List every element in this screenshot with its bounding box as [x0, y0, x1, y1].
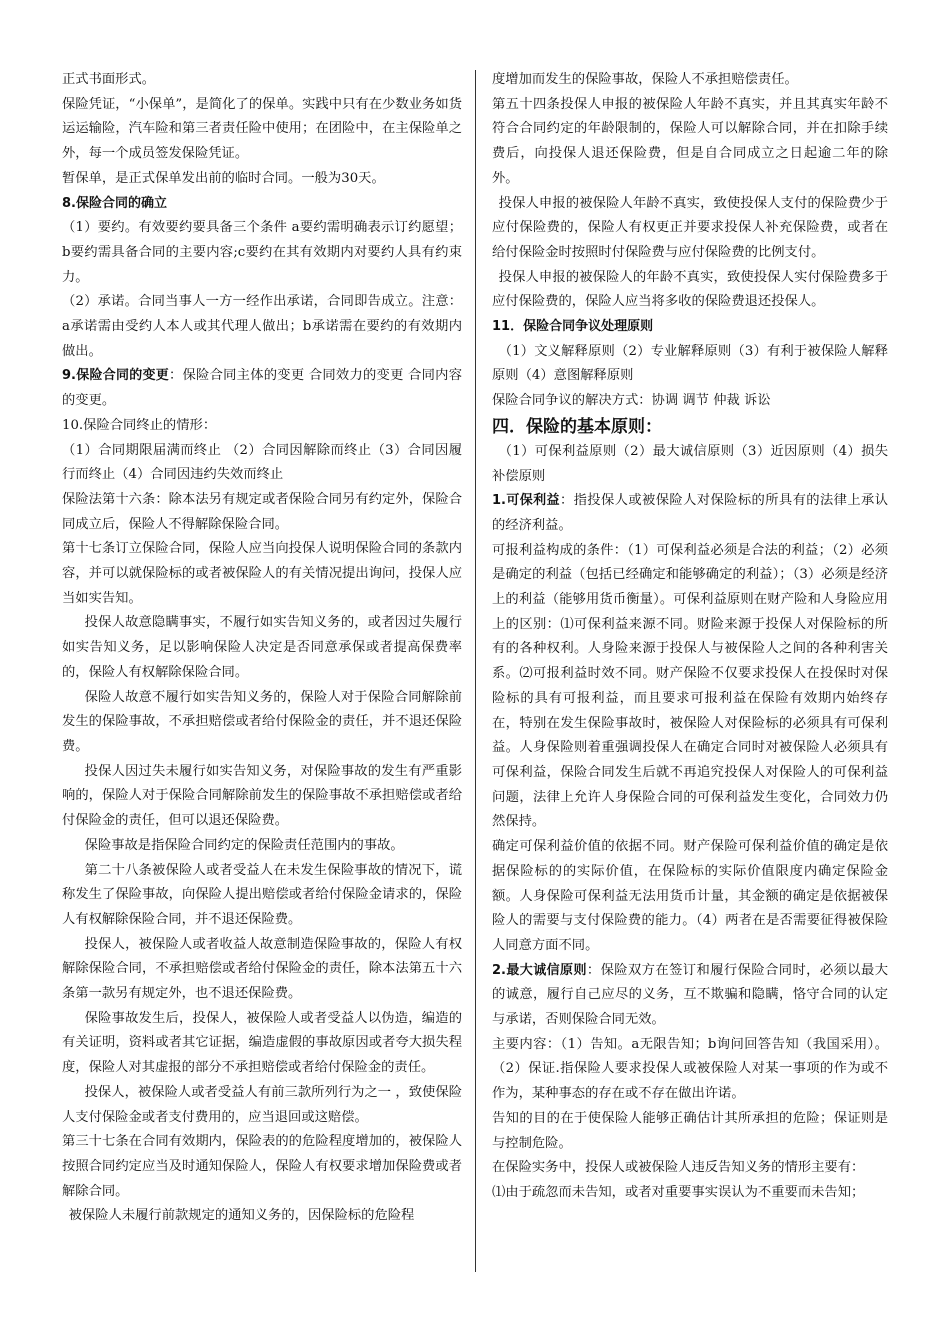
paragraph: 度增加而发生的保险事故，保险人不承担赔偿责任。 — [492, 72, 798, 87]
paragraph: ⑴由于疏忽而未告知，或者对重要事实误认为不重要而未告知； — [492, 1184, 865, 1200]
section-heading-8: 8.保险合同的确立 — [62, 195, 167, 211]
paragraph-text: ：保险合同主体的变更 合同效力的变更 合同内容的变更。 — [62, 368, 463, 409]
paragraph: 保险事故是指保险合同约定的保险责任范围内的事故。 — [84, 837, 404, 853]
paragraph: 被保险人未履行前款规定的通知义务的，因保险标的危险程 — [68, 1208, 415, 1224]
paragraph: 投保人，被保险人或者受益人有前三款所列行为之一 ，致使保险人支付保险金或者支付费用的，应当退回或这赔偿。 — [62, 1084, 462, 1125]
paragraph: 暂保单，是正式保单发出前的临时合同。一般为30天。 — [62, 170, 385, 186]
paragraph: 告知的目的在于使保险人能够正确估计其所承担的危险；保证则是与控制危险。 — [492, 1110, 888, 1151]
paragraph — [492, 489, 888, 538]
paragraph: （1）可保利益原则（2）最大诚信原则（3）近因原则（4）损失补偿原则 — [492, 443, 888, 484]
left-column — [62, 68, 462, 1229]
paragraph: （2）承诺。合同当事人一方一经作出承诺，合同即告成立。注意：a承诺需由受约人本人或其代理人做出；b承诺需在要约的有效期内做出。 — [62, 294, 462, 359]
paragraph: 10.保险合同终止的情形： — [62, 417, 217, 433]
paragraph: 可报利益构成的条件：（1）可保利益必须是合法的利益；（2）必须是确定的利益（包括已经确定和能够确定的利益）；（3）必须是经济上的利益（能够用货币衡量）。可保利益原则在财产险和人身险应用上的区别：⑴可保利益来源不同。财险来源于投保人对保险标的所有的各种权利。人身险来源于投保人与被保险人之间的各种利害关系。⑵可报利益时效不同。财产保险不仅要求投保人在投保时对保险标的具有可报利益，而且要求可报利益在保险有效期内始终存在，特别在发生保险事故时，被保险人对保险标的必须具有可保利益。人身保险则着重强调投保人在确定合同时对被保险人必须具有可保利益，保险合同发生后就不再追究投保人对保险人的可保利益问题，法律上允许人身保险合同的可保利益发生变化，合同效力仍然保持。 — [492, 542, 888, 830]
paragraph-text: ：保险双方在签订和履行保险合同时，必须以最大的诚意，履行自己应尽的义务，互不欺骗和隐瞒，恪守合同的认定与承诺，否则保险合同无效。 — [492, 962, 889, 1028]
paragraph: 投保人因过失未履行如实告知义务，对保险事故的发生有严重影响的，保险人对于保险合同解除前发生的保险事故不承担赔偿或者给付保险金的责任，但可以退还保险费。 — [62, 763, 462, 829]
paragraph: 保险合同争议的解决方式：协调 调节 仲裁 诉讼 — [492, 393, 771, 409]
column-divider — [475, 70, 476, 1272]
paragraph: 在保险实务中，投保人或被保险人违反告知义务的情形主要有： — [492, 1160, 865, 1176]
paragraph: （1）文义解释原则（2）专业解释原则（3）有利于被保险人解释原则（4）意图解释原则 — [492, 343, 888, 384]
paragraph: 保险人故意不履行如实告知义务的，保险人对于保险合同解除前发生的保险事故，不承担赔偿或者给付保险金的责任，并不退还保险费。 — [62, 689, 462, 754]
paragraph: 投保人故意隐瞒事实，不履行如实告知义务的，或者因过失履行如实告知义务，足以影响保险人决定是否同意承保或者提高保费率的，保险人有权解除保险合同。 — [62, 615, 462, 680]
paragraph: 确定可保利益价值的依据不同。财产保险可保利益价值的确定是依据保险标的的实际价值，在保险标的实际价值限度内确定保险金额。人身保险可保利益无法用货币计量，其金额的确定是依据被保险人的需要与支付保险费的能力。（4）两者在是否需要征得被保险人同意方面不同。 — [492, 839, 888, 953]
paragraph: 投保人申报的被保险人的年龄不真实，致使投保人实付保险费多于应付保险费的，保险人应当将多收的保险费退还投保人。 — [492, 269, 888, 310]
paragraph: 保险法第十六条：除本法另有规定或者保险合同另有约定外，保险合同成立后，保险人不得解除保险合同。 — [62, 491, 462, 532]
paragraph: 第二十八条被保险人或者受益人在未发生保险事故的情况下，谎称发生了保险事故，向保险人提出赔偿或者给付保险金请求的，保险人有权解除保险合同，并不退还保险费。 — [62, 862, 462, 927]
section-heading-4: 四．保险的基本原则： — [492, 416, 662, 437]
paragraph: 第十七条订立保险合同，保险人应当向投保人说明保险合同的条款内容，并可以就保险标的或者被保险人的有关情况提出询问，投保人应当如实告知。 — [62, 541, 462, 606]
section-heading-9: 9.保险合同的变更 — [62, 368, 169, 384]
paragraph: 保险事故发生后，投保人，被保险人或者受益人以伪造，编造的有关证明，资料或者其它证据，编造虚假的事故原因或者夸大损失程度，保险人对其虚报的部分不承担赔偿或者给付保险金的责任。 — [62, 1010, 462, 1076]
subsection-heading-1: 1.可保利益 — [492, 493, 560, 509]
paragraph — [62, 364, 462, 413]
paragraph — [492, 959, 888, 1033]
paragraph: 第三十七条在合同有效期内，保险表的的危险程度增加的，被保险人按照合同约定应当及时通知保险人，保险人有权要求增加保险费或者解除合同。 — [62, 1134, 462, 1199]
right-column — [492, 68, 888, 1206]
subsection-heading-2: 2.最大诚信原则 — [492, 962, 587, 978]
paragraph: 第五十四条投保人申报的被保险人年龄不真实，并且其真实年龄不符合合同约定的年龄限制的，保险人可以解除合同，并在扣除手续费后，向投保人退还保险费，但是自合同成立之日起逾二年的除外。 — [492, 96, 888, 186]
paragraph: 保险凭证，“小保单”，是简化了的保单。实践中只有在少数业务如货运运输险，汽车险和第三者责任险中使用；在团险中，在主保险单之外，每一个成员签发保险凭证。 — [62, 96, 462, 162]
paragraph: （1）合同期限届满而终止 （2）合同因解除而终止（3）合同因履行而终止（4）合同因违约失效而终止 — [62, 442, 462, 483]
paragraph: （1）要约。有效要约要具备三个条件 a要约需明确表示订约愿望；b要约需具备合同的主要内容;c要约在其有效期内对要约人具有约束力。 — [62, 220, 462, 285]
paragraph: 主要内容：（1）告知。a无限告知；b询问回答告知（我国采用）。（2）保证.指保险人要求投保人或被保险人对某一事项的作为或不作为，某种事态的存在或不存在做出许诺。 — [492, 1036, 888, 1102]
paragraph: 投保人申报的被保险人年龄不真实，致使投保人支付的保险费少于应付保险费的，保险人有权更正并要求投保人补充保险费，或者在给付保险金时按照时付保险费与应付保险费的比例支付。 — [492, 195, 888, 260]
section-heading-11: 11．保险合同争议处理原则 — [492, 319, 654, 335]
paragraph-text: ：指投保人或被保险人对保险标的所具有的法律上承认的经济利益。 — [492, 493, 889, 533]
paragraph: 正式书面形式。 — [62, 72, 156, 87]
paragraph: 投保人，被保险人或者收益人故意制造保险事故的，保险人有权解除保险合同，不承担赔偿或者给付保险金的责任，除本法第五十六条第一款另有规定外，也不退还保险费。 — [62, 936, 462, 1002]
